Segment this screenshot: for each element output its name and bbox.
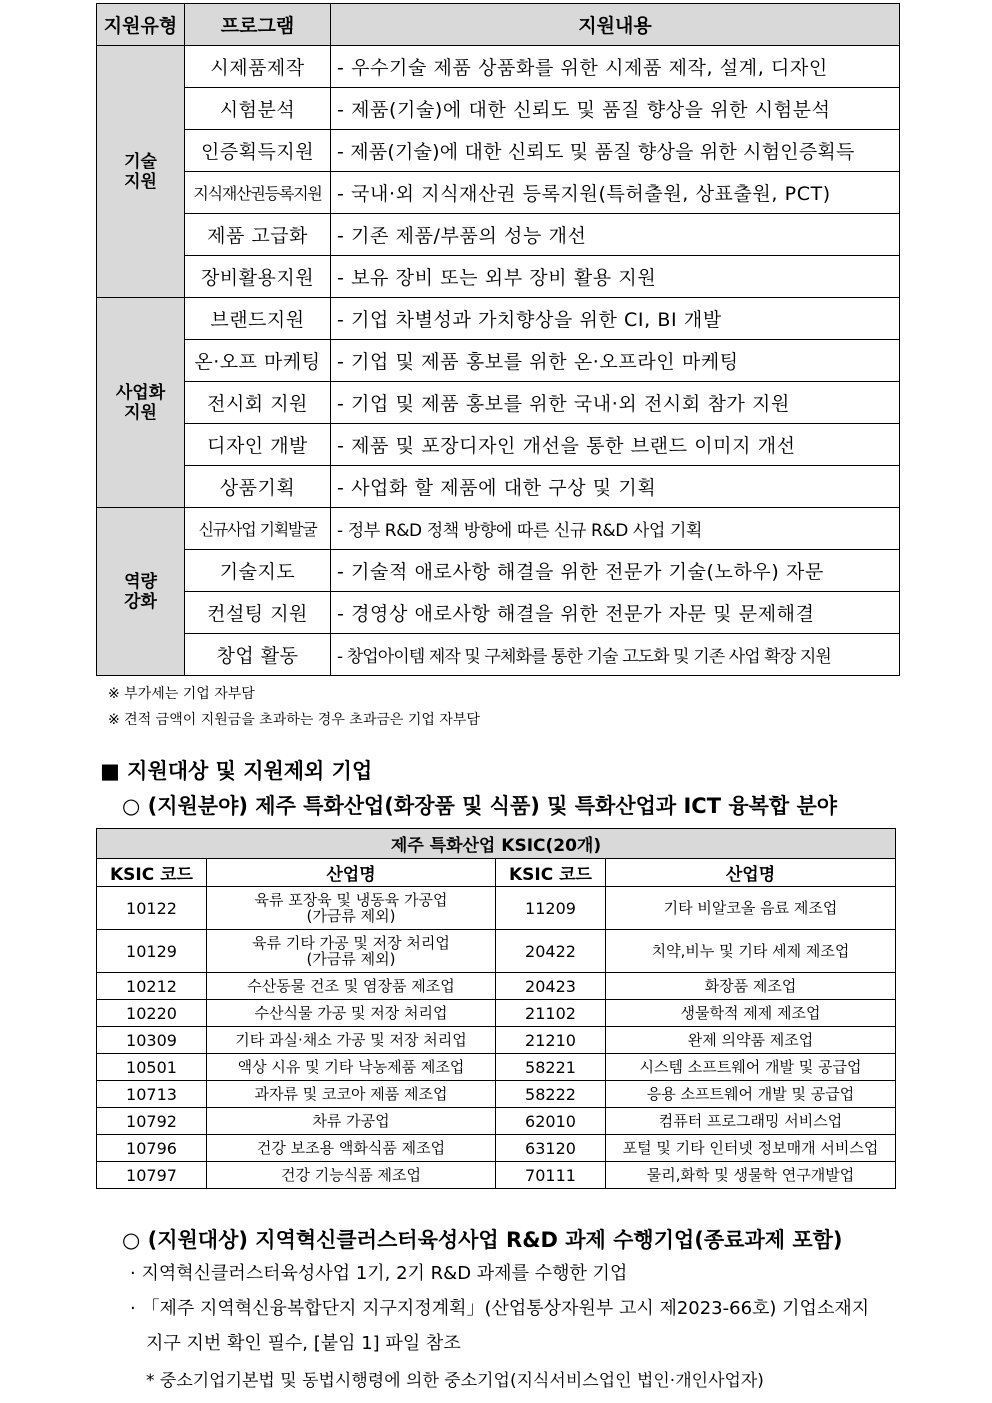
header-support-type: 지원유형 — [97, 4, 185, 46]
table-row — [97, 256, 900, 298]
industry-name-cell: 액상 시유 및 기타 낙농제품 제조업 — [207, 1054, 496, 1081]
table-row — [97, 130, 900, 172]
program-cell: 장비활용지원 — [185, 256, 331, 298]
ksic-code-cell: 10792 — [97, 1108, 207, 1135]
industry-name-cell: 건강 보조용 액화식품 제조업 — [207, 1135, 496, 1162]
industry-name-cell: 컴퓨터 프로그래밍 서비스업 — [606, 1108, 896, 1135]
table-row — [97, 1027, 896, 1054]
table-row — [97, 1135, 896, 1162]
desc-cell: - 기업 차별성과 가치향상을 위한 CI, BI 개발 — [331, 298, 900, 340]
note-vat: ※ 부가세는 기업 자부담 — [108, 686, 255, 702]
desc-cell: - 우수기술 제품 상품화를 위한 시제품 제작, 설계, 디자인 — [331, 46, 900, 88]
program-cell: 브랜드지원 — [185, 298, 331, 340]
table-row — [97, 1081, 896, 1108]
eligibility-line-2-cont: 지구 지번 확인 필수, [붙임 1] 파일 참조 — [146, 1333, 461, 1354]
program-cell: 디자인 개발 — [185, 424, 331, 466]
industry-name-cell: 완제 의약품 제조업 — [606, 1027, 896, 1054]
industry-name-cell: 육류 기타 가공 및 저장 처리업 (가금류 제외) — [207, 930, 496, 973]
sub-heading-field: ○ (지원분야) 제주 특화산업(화장품 및 식품) 및 특화산업과 ICT 융복합 분야 — [122, 794, 838, 818]
industry-name-cell: 육류 포장육 및 냉동육 가공업 (가금류 제외) — [207, 887, 496, 930]
ksic-code-cell: 10220 — [97, 1000, 207, 1027]
industry-name-cell: 수산동물 건조 및 염장품 제조업 — [207, 973, 496, 1000]
eligibility-line-1: · 지역혁신클러스터육성사업 1기, 2기 R&D 과제를 수행한 기업 — [130, 1263, 628, 1284]
support-type-business: 사업화 지원 — [97, 298, 185, 508]
industry-name-cell: 수산식물 가공 및 저장 처리업 — [207, 1000, 496, 1027]
ksic-header-row — [97, 859, 896, 887]
industry-name-cell: 과자류 및 코코아 제품 제조업 — [207, 1081, 496, 1108]
ksic-code-cell: 10797 — [97, 1162, 207, 1189]
program-cell: 시제품제작 — [185, 46, 331, 88]
support-table-header-row — [97, 4, 900, 46]
table-row — [97, 214, 900, 256]
ksic-code-cell: 58222 — [496, 1081, 606, 1108]
ksic-code-cell: 63120 — [496, 1135, 606, 1162]
industry-name-cell: 기타 비알코올 음료 제조업 — [606, 887, 896, 930]
ksic-code-cell: 58221 — [496, 1054, 606, 1081]
header-industry-name: 산업명 — [606, 859, 896, 887]
sub-heading-target: ○ (지원대상) 지역혁신클러스터육성사업 R&D 과제 수행기업(종료과제 포함) — [122, 1228, 843, 1252]
table-row — [97, 508, 900, 550]
industry-name-cell: 포털 및 기타 인터넷 정보매개 서비스업 — [606, 1135, 896, 1162]
ksic-code-cell: 11209 — [496, 887, 606, 930]
ksic-code-cell: 10713 — [97, 1081, 207, 1108]
program-cell: 시험분석 — [185, 88, 331, 130]
program-cell: 컨설팅 지원 — [185, 592, 331, 634]
ksic-code-cell: 10501 — [97, 1054, 207, 1081]
ksic-code-cell: 10212 — [97, 973, 207, 1000]
table-row — [97, 46, 900, 88]
ksic-code-cell: 10796 — [97, 1135, 207, 1162]
support-type-tech: 기술 지원 — [97, 46, 185, 298]
ksic-code-cell: 62010 — [496, 1108, 606, 1135]
ksic-code-cell: 10122 — [97, 887, 207, 930]
industry-name-cell: 치약,비누 및 기타 세제 제조업 — [606, 930, 896, 973]
program-cell: 상품기획 — [185, 466, 331, 508]
desc-cell: - 보유 장비 또는 외부 장비 활용 지원 — [331, 256, 900, 298]
ksic-title-row — [97, 829, 896, 859]
ksic-code-cell: 20423 — [496, 973, 606, 1000]
industry-name-cell: 물리,화학 및 생물학 연구개발업 — [606, 1162, 896, 1189]
desc-cell: - 기업 및 제품 홍보를 위한 국내·외 전시회 참가 지원 — [331, 382, 900, 424]
ksic-code-cell: 21210 — [496, 1027, 606, 1054]
desc-cell: - 국내·외 지식재산권 등록지원(특허출원, 상표출원, PCT) — [331, 172, 900, 214]
section-heading: ■ 지원대상 및 지원제외 기업 — [100, 759, 373, 783]
table-row — [97, 466, 900, 508]
desc-cell: - 경영상 애로사항 해결을 위한 전문가 자문 및 문제해결 — [331, 592, 900, 634]
table-row — [97, 1108, 896, 1135]
program-cell: 창업 활동 — [185, 634, 331, 676]
footnote: * 중소기업기본법 및 동법시행령에 의한 중소기업(지식서비스업인 법인·개인사업자) — [146, 1371, 764, 1391]
ksic-code-cell: 21102 — [496, 1000, 606, 1027]
header-support-content: 지원내용 — [331, 4, 900, 46]
header-industry-name: 산업명 — [207, 859, 496, 887]
industry-name-cell: 시스템 소프트웨어 개발 및 공급업 — [606, 1054, 896, 1081]
eligibility-line-2: · 「제주 지역혁신융복합단지 지구지정계획」(산업통상자원부 고시 제2023-66호) 기업소재지 — [130, 1298, 870, 1319]
ksic-code-cell: 10309 — [97, 1027, 207, 1054]
table-row — [97, 172, 900, 214]
table-row — [97, 382, 900, 424]
table-row — [97, 424, 900, 466]
ksic-code-cell: 70111 — [496, 1162, 606, 1189]
program-cell: 전시회 지원 — [185, 382, 331, 424]
desc-cell: - 기업 및 제품 홍보를 위한 온·오프라인 마케팅 — [331, 340, 900, 382]
table-row — [97, 298, 900, 340]
desc-cell: - 창업아이템 제작 및 구체화를 통한 기술 고도화 및 기존 사업 확장 지원 — [331, 634, 900, 676]
program-cell: 인증획득지원 — [185, 130, 331, 172]
industry-name-cell: 응용 소프트웨어 개발 및 공급업 — [606, 1081, 896, 1108]
ksic-table-title: 제주 특화산업 KSIC(20개) — [97, 829, 896, 859]
header-ksic-code: KSIC 코드 — [496, 859, 606, 887]
header-ksic-code: KSIC 코드 — [97, 859, 207, 887]
header-program: 프로그램 — [185, 4, 331, 46]
table-row — [97, 88, 900, 130]
industry-name-cell: 생물학적 제제 제조업 — [606, 1000, 896, 1027]
table-row — [97, 1054, 896, 1081]
table-row — [97, 973, 896, 1000]
program-cell: 제품 고급화 — [185, 214, 331, 256]
support-type-capability: 역량 강화 — [97, 508, 185, 676]
desc-cell: - 제품(기술)에 대한 신뢰도 및 품질 향상을 위한 시험분석 — [331, 88, 900, 130]
program-cell: 신규사업 기획발굴 — [185, 508, 331, 550]
table-row — [97, 592, 900, 634]
note-excess: ※ 견적 금액이 지원금을 초과하는 경우 초과금은 기업 자부담 — [108, 712, 480, 728]
table-row — [97, 1162, 896, 1189]
program-cell: 온·오프 마케팅 — [185, 340, 331, 382]
table-row — [97, 340, 900, 382]
desc-cell: - 사업화 할 제품에 대한 구상 및 기획 — [331, 466, 900, 508]
table-row — [97, 550, 900, 592]
desc-cell: - 기존 제품/부품의 성능 개선 — [331, 214, 900, 256]
ksic-code-cell: 10129 — [97, 930, 207, 973]
table-row — [97, 887, 896, 930]
ksic-code-cell: 20422 — [496, 930, 606, 973]
ksic-table — [96, 828, 896, 1189]
desc-cell: - 제품 및 포장디자인 개선을 통한 브랜드 이미지 개선 — [331, 424, 900, 466]
table-row — [97, 930, 896, 973]
desc-cell: - 정부 R&D 정책 방향에 따른 신규 R&D 사업 기획 — [331, 508, 900, 550]
industry-name-cell: 건강 기능식품 제조업 — [207, 1162, 496, 1189]
table-row — [97, 1000, 896, 1027]
program-cell: 기술지도 — [185, 550, 331, 592]
industry-name-cell: 차류 가공업 — [207, 1108, 496, 1135]
program-cell: 지식재산권등록지원 — [185, 172, 331, 214]
table-row — [97, 634, 900, 676]
industry-name-cell: 기타 과실·채소 가공 및 저장 처리업 — [207, 1027, 496, 1054]
industry-name-cell: 화장품 제조업 — [606, 973, 896, 1000]
support-program-table — [96, 3, 900, 676]
desc-cell: - 제품(기술)에 대한 신뢰도 및 품질 향상을 위한 시험인증획득 — [331, 130, 900, 172]
desc-cell: - 기술적 애로사항 해결을 위한 전문가 기술(노하우) 자문 — [331, 550, 900, 592]
